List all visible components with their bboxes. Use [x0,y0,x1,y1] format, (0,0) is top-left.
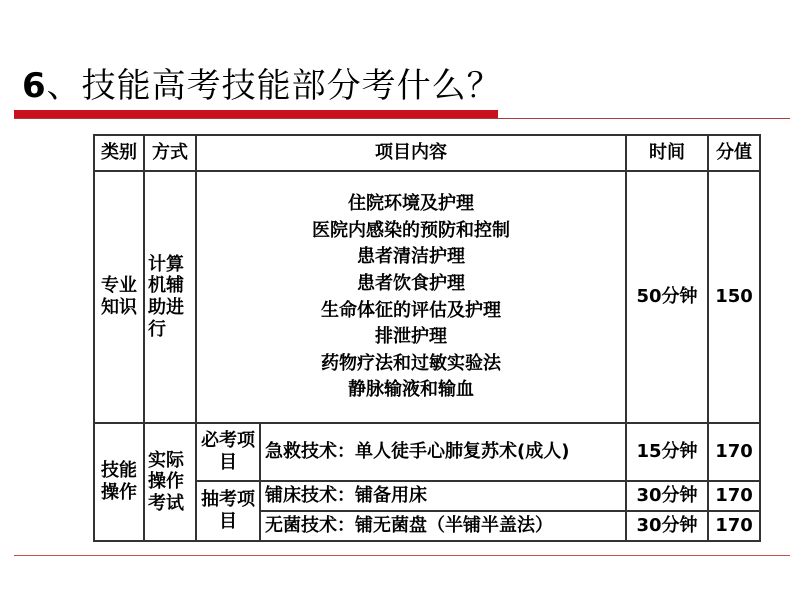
table-header-row [94,135,760,171]
list-item: 静脉输液和输血 [348,379,474,401]
list-item: 住院环境及护理 [348,193,474,215]
header-category: 类别 [94,135,144,171]
list-item: 患者清洁护理 [357,246,465,268]
footer-rule [14,555,790,556]
draw-content-1: 铺床技术：铺备用床 [260,481,626,511]
title-underline-rule [14,118,790,119]
header-time: 时间 [626,135,708,171]
exam-content-table [93,134,761,542]
table-row-knowledge [94,171,760,423]
draw-score-2: 170 [708,511,760,541]
header-score: 分值 [708,135,760,171]
draw-content-2: 无菌技术：铺无菌盘（半铺半盖法） [260,511,626,541]
draw-label: 抽考项目 [196,481,260,541]
list-item: 排泄护理 [375,326,447,348]
title-text: 、技能高考技能部分考什么？ [46,66,502,106]
list-item: 药物疗法和过敏实验法 [321,352,501,374]
required-label: 必考项目 [196,423,260,481]
draw-score-1: 170 [708,481,760,511]
slide-title [22,58,502,107]
knowledge-time: 50分钟 [626,171,708,423]
required-content: 急救技术：单人徒手心肺复苏术(成人) [260,423,626,481]
knowledge-method: 计算机辅助进行 [144,171,196,423]
skills-category: 技能操作 [94,423,144,541]
header-method: 方式 [144,135,196,171]
knowledge-items-cell [196,171,626,423]
list-item: 患者饮食护理 [357,272,465,294]
required-time: 15分钟 [626,423,708,481]
header-content: 项目内容 [196,135,626,171]
table-row-required [94,423,760,481]
skills-method: 实际操作考试 [144,423,196,541]
required-score: 170 [708,423,760,481]
knowledge-score: 150 [708,171,760,423]
title-number: 6 [22,66,47,106]
draw-time-2: 30分钟 [626,511,708,541]
knowledge-category: 专业知识 [94,171,144,423]
knowledge-items-list [197,193,625,401]
title-underline-bar [14,110,498,118]
list-item: 医院内感染的预防和控制 [312,219,510,241]
draw-time-1: 30分钟 [626,481,708,511]
list-item: 生命体征的评估及护理 [321,299,501,321]
